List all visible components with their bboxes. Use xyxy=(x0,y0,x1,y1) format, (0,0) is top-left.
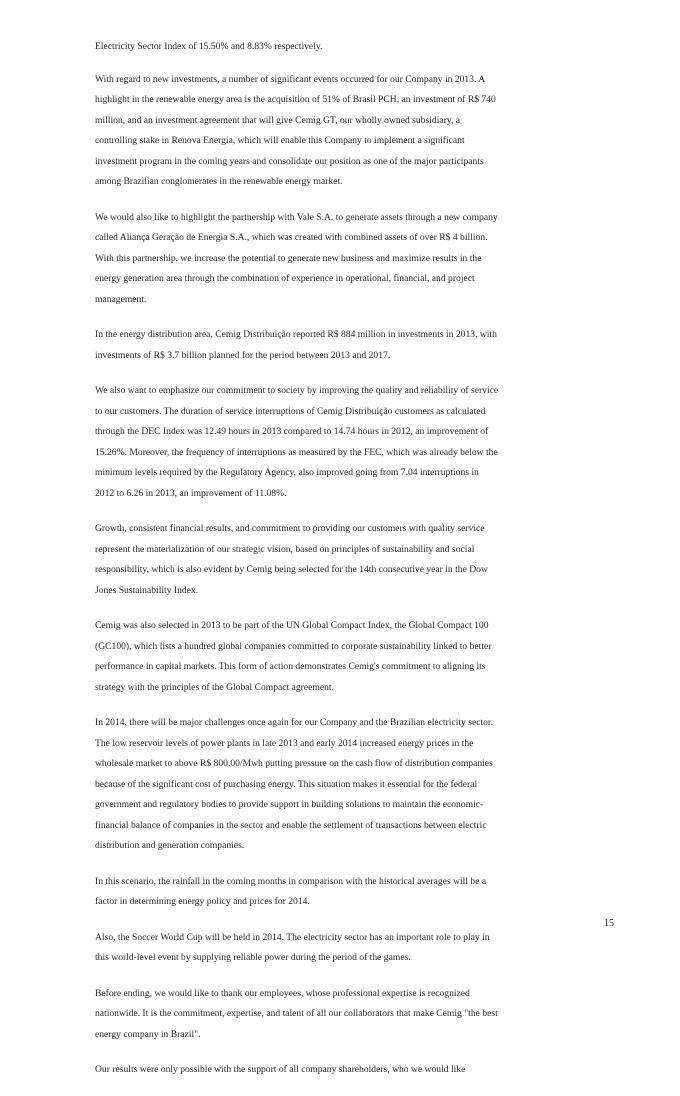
paragraph-7: Cemig was also selected in 2013 to be part of the UN Global Compact Index, the Global Compact 100 (GC100), which lists a hundred global companies committed to corporate sustainability linked to better performance in capital markets. This form of action demonstrates Cemig's commitment to aligning its strategy with the principles of the Global Compact agreement. xyxy=(95,620,492,693)
paragraph-3: We would also like to highlight the partnership with Vale S.A. to generate assets through a new company called Aliança Geração de Energia S.A., which was created with combined assets of over R$ 4 billion. With this partnership, we increase the potential to generate new business and maximize results in the energy generation area through the combination of experience in operational, financial, and project management. xyxy=(95,211,498,305)
paragraph-4: In the energy distribution area, Cemig Distribuição reported R$ 884 million in investments in 2013, with investments of R$ 3.7 billion planned for the period between 2013 and 2017. xyxy=(95,329,497,361)
paragraph-11: Before ending, we would like to thank our employees, whose professional expertise is recognized nationwide. It is the commitment, expertise, and talent of all our collaborators that make Cemig "the best energy company in Brazil". xyxy=(95,987,498,1040)
paragraph-8: In 2014, there will be major challenges once again for our Company and the Brazilian electricity sector. The low reservoir levels of power plants in late 2013 and early 2014 increased energy prices in the wholesale market to above R$ 800.00/Mwh putting pressure on the cash flow of distribution companies because of the significant cost of purchasing energy. This situation makes it essential for the federal government and regulatory bodies to provide support in building solutions to maintain the economic-financial balance of companies in the sector and enable the settlement of transactions between electric distribution and generation companies. xyxy=(95,717,493,851)
page-number: 15 xyxy=(604,918,614,929)
paragraph-9: In this scenario, the rainfall in the coming months in comparison with the historical averages will be a factor in determining energy policy and prices for 2014. xyxy=(95,875,487,907)
paragraph-1: Electricity Sector Index of 15.50% and 8.83% respectively. xyxy=(95,41,323,52)
body-text xyxy=(95,37,500,1096)
paragraph-12: Our results were only possible with the support of all company shareholders, who we would like xyxy=(95,1064,466,1075)
paragraph-5: We also want to emphasize our commitment to society by improving the quality and reliability of service to our customers. The duration of service interruptions of Cemig Distribuição customers as calculated through the DEC Index was 12.49 hours in 2013 compared to 14.74 hours in 2012, an improvement of 15.26%. Moreover, the frequency of interruptions as measured by the FEC, which was already below the minimum levels required by the Regulatory Agency, also improved going from 7.04 interruptions in 2012 to 6.26 in 2013, an improvement of 11.08%. xyxy=(95,385,499,499)
paragraph-10: Also, the Soccer World Cup will be held in 2014. The electricity sector has an important role to play in this world-level event by supplying reliable power during the period of the games. xyxy=(95,931,490,963)
paragraph-6: Growth, consistent financial results, and commitment to providing our customers with quality service represent the materialization of our strategic vision, based on principles of sustainability and social responsibility, which is also evident by Cemig being selected for the 14th consecutive year in the Dow Jones Sustainability Index. xyxy=(95,523,488,596)
paragraph-2: With regard to new investments, a number of significant events occurred for our Company in 2013. A highlight in the renewable energy area is the acquisition of 51% of Brasil PCH, an investment of R$ 740 million, and an investment agreement that will give Cemig GT, our wholly owned subsidiary, a controlling stake in Renova Energia, which will enable this Company to implement a significant investment program in the coming years and consolidate our position as one of the major participants among Brazilian conglomerates in the renewable energy market. xyxy=(95,73,496,187)
